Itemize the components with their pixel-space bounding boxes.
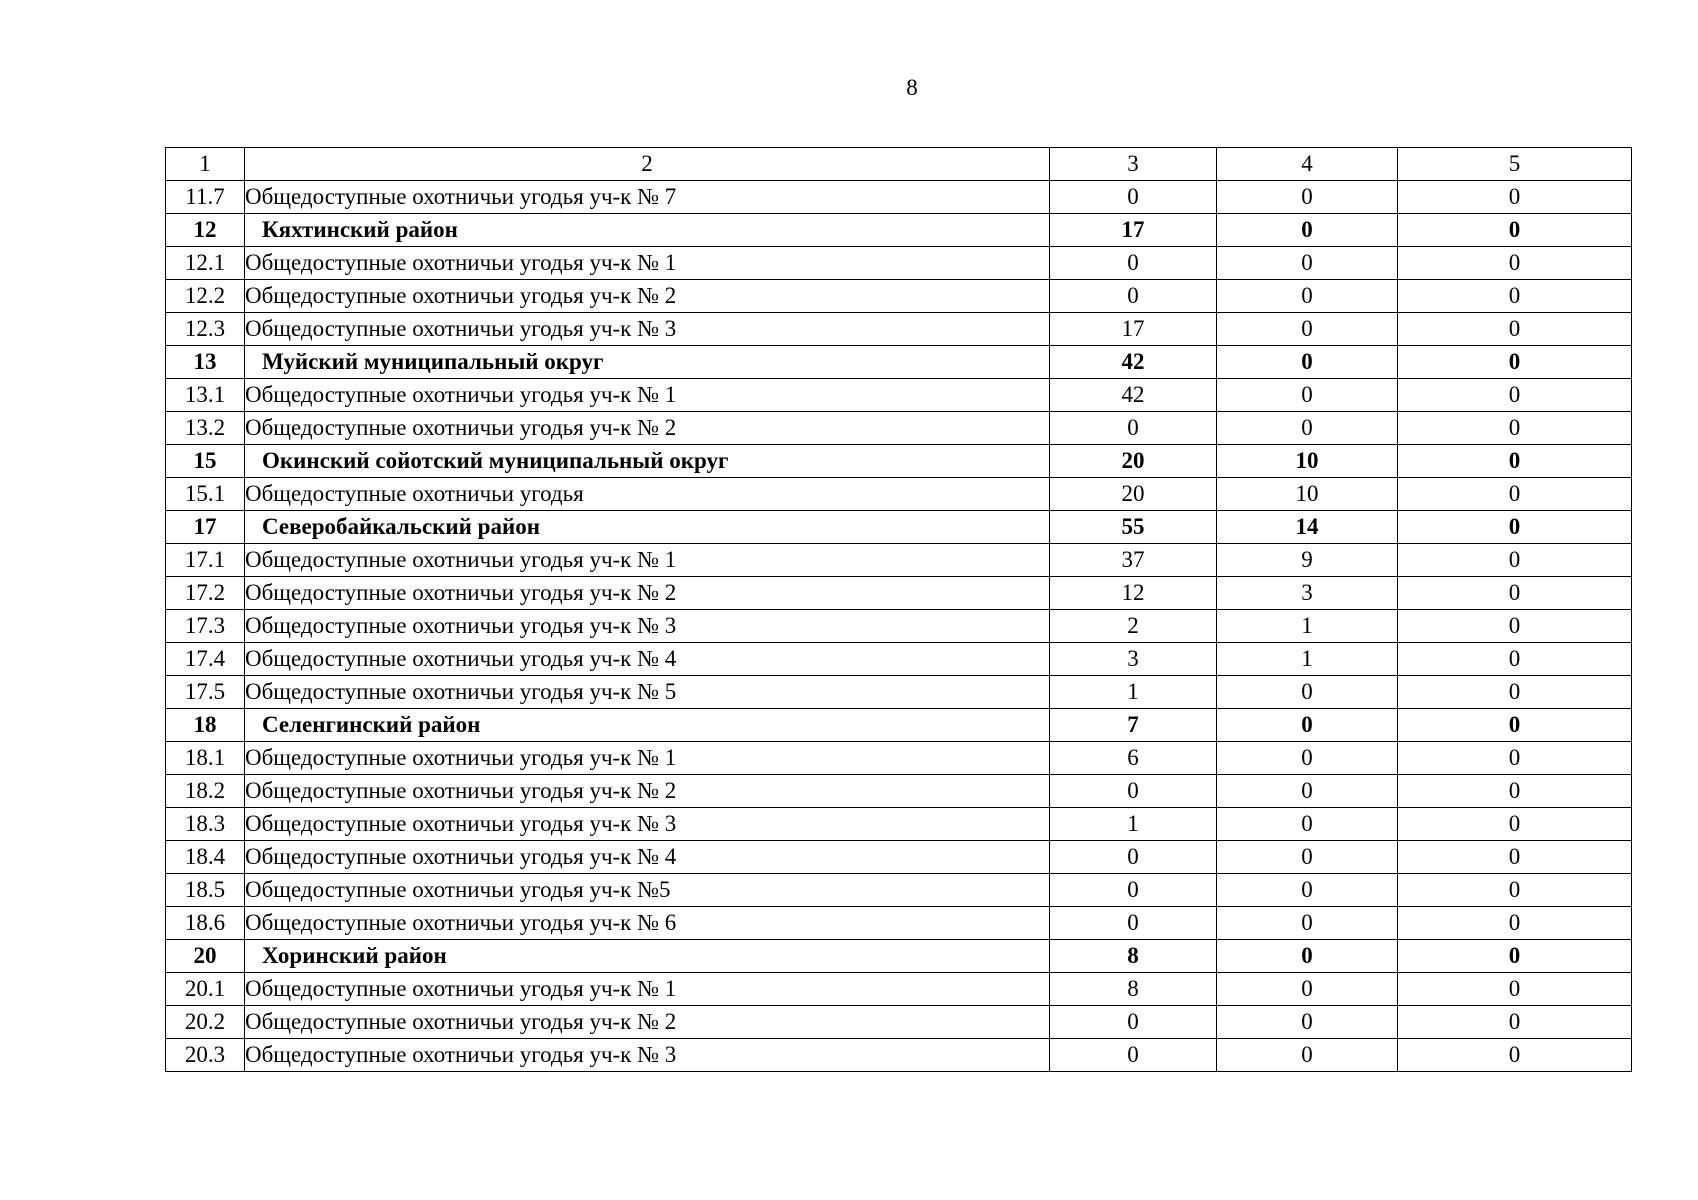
table-row [166,841,1632,874]
row-number-cell: 18.1 [166,742,245,775]
row-name-cell: Общедоступные охотничьи угодья уч-к № 2 [245,412,1050,445]
row-name-cell: Селенгинский район [245,709,1050,742]
row-col3-cell: 0 [1050,1039,1217,1072]
row-name-cell: Общедоступные охотничьи угодья уч-к № 1 [245,742,1050,775]
row-col3-cell: 8 [1050,940,1217,973]
table-row [166,478,1632,511]
row-number-cell: 13.1 [166,379,245,412]
row-col5-cell: 0 [1398,973,1632,1006]
row-col3-cell: 0 [1050,841,1217,874]
header-cell-5: 5 [1398,148,1632,181]
row-col5-cell: 0 [1398,808,1632,841]
row-name-cell: Общедоступные охотничьи угодья уч-к № 3 [245,610,1050,643]
row-name-cell: Общедоступные охотничьи угодья [245,478,1050,511]
row-name-cell: Общедоступные охотничьи угодья уч-к № 2 [245,775,1050,808]
row-col3-cell: 0 [1050,181,1217,214]
row-name-cell: Общедоступные охотничьи угодья уч-к № 1 [245,544,1050,577]
row-name-cell: Общедоступные охотничьи угодья уч-к № 1 [245,247,1050,280]
row-col5-cell: 0 [1398,1006,1632,1039]
row-col3-cell: 20 [1050,445,1217,478]
row-col3-cell: 20 [1050,478,1217,511]
row-number-cell: 18.4 [166,841,245,874]
table-row [166,247,1632,280]
row-col3-cell: 42 [1050,379,1217,412]
row-col5-cell: 0 [1398,280,1632,313]
row-name-cell: Общедоступные охотничьи угодья уч-к №5 [245,874,1050,907]
row-name-cell: Общедоступные охотничьи угодья уч-к № 7 [245,181,1050,214]
row-col3-cell: 0 [1050,775,1217,808]
table-row [166,412,1632,445]
row-col4-cell: 0 [1217,247,1398,280]
row-name-cell: Общедоступные охотничьи угодья уч-к № 1 [245,379,1050,412]
row-col4-cell: 0 [1217,1039,1398,1072]
row-col5-cell: 0 [1398,478,1632,511]
row-col5-cell: 0 [1398,742,1632,775]
table-row [166,379,1632,412]
row-col3-cell: 0 [1050,1006,1217,1039]
table-header-row [166,148,1632,181]
row-col4-cell: 0 [1217,907,1398,940]
row-col3-cell: 17 [1050,313,1217,346]
row-name-cell: Общедоступные охотничьи угодья уч-к № 2 [245,280,1050,313]
row-col5-cell: 0 [1398,874,1632,907]
row-col4-cell: 0 [1217,1006,1398,1039]
row-col4-cell: 1 [1217,643,1398,676]
row-name-cell: Общедоступные охотничьи угодья уч-к № 3 [245,808,1050,841]
row-name-cell: Общедоступные охотничьи угодья уч-к № 4 [245,643,1050,676]
row-col5-cell: 0 [1398,907,1632,940]
table-row [166,808,1632,841]
row-col3-cell: 7 [1050,709,1217,742]
row-name-cell: Общедоступные охотничьи угодья уч-к № 5 [245,676,1050,709]
row-number-cell: 18.6 [166,907,245,940]
table-row [166,181,1632,214]
row-number-cell: 12 [166,214,245,247]
table-row-district [166,709,1632,742]
row-col4-cell: 0 [1217,181,1398,214]
row-col5-cell: 0 [1398,775,1632,808]
row-col5-cell: 0 [1398,412,1632,445]
row-col5-cell: 0 [1398,577,1632,610]
row-col5-cell: 0 [1398,181,1632,214]
page-number: 8 [906,75,918,100]
row-name-cell: Северобайкальский район [245,511,1050,544]
row-col4-cell: 0 [1217,874,1398,907]
row-col4-cell: 10 [1217,445,1398,478]
header-cell-4: 4 [1217,148,1398,181]
row-name-cell: Муйский муниципальный округ [245,346,1050,379]
row-col4-cell: 0 [1217,214,1398,247]
header-cell-3: 3 [1050,148,1217,181]
row-col3-cell: 0 [1050,874,1217,907]
row-number-cell: 18.3 [166,808,245,841]
row-number-cell: 13 [166,346,245,379]
header-cell-2: 2 [245,148,1050,181]
row-col4-cell: 0 [1217,313,1398,346]
table-row [166,907,1632,940]
row-col4-cell: 3 [1217,577,1398,610]
row-col5-cell: 0 [1398,346,1632,379]
table-row [166,874,1632,907]
row-col4-cell: 0 [1217,808,1398,841]
header-cell-1: 1 [166,148,245,181]
table-row [166,313,1632,346]
row-number-cell: 20.2 [166,1006,245,1039]
table-row [166,643,1632,676]
table-row-district [166,511,1632,544]
table-row [166,610,1632,643]
row-number-cell: 17.4 [166,643,245,676]
row-number-cell: 12.3 [166,313,245,346]
row-col5-cell: 0 [1398,841,1632,874]
row-name-cell: Общедоступные охотничьи угодья уч-к № 2 [245,577,1050,610]
row-col4-cell: 10 [1217,478,1398,511]
row-col5-cell: 0 [1398,445,1632,478]
row-number-cell: 15 [166,445,245,478]
row-col3-cell: 3 [1050,643,1217,676]
row-col5-cell: 0 [1398,610,1632,643]
table-row [166,280,1632,313]
row-col4-cell: 0 [1217,676,1398,709]
row-name-cell: Общедоступные охотничьи угодья уч-к № 4 [245,841,1050,874]
row-col3-cell: 0 [1050,907,1217,940]
row-col5-cell: 0 [1398,940,1632,973]
row-col3-cell: 1 [1050,676,1217,709]
row-col4-cell: 0 [1217,742,1398,775]
row-col4-cell: 14 [1217,511,1398,544]
row-number-cell: 20.3 [166,1039,245,1072]
row-col4-cell: 0 [1217,973,1398,1006]
row-col4-cell: 0 [1217,280,1398,313]
row-col3-cell: 6 [1050,742,1217,775]
row-number-cell: 12.1 [166,247,245,280]
row-col3-cell: 17 [1050,214,1217,247]
row-col5-cell: 0 [1398,544,1632,577]
row-number-cell: 13.2 [166,412,245,445]
table-row [166,544,1632,577]
row-name-cell: Общедоступные охотничьи угодья уч-к № 3 [245,1039,1050,1072]
row-col3-cell: 8 [1050,973,1217,1006]
table-row-district [166,346,1632,379]
row-number-cell: 17.1 [166,544,245,577]
table-row [166,676,1632,709]
table-row [166,775,1632,808]
row-col3-cell: 12 [1050,577,1217,610]
table-row-district [166,940,1632,973]
row-name-cell: Общедоступные охотничьи угодья уч-к № 2 [245,1006,1050,1039]
row-col5-cell: 0 [1398,709,1632,742]
table-row [166,577,1632,610]
table-row-district [166,214,1632,247]
row-col4-cell: 0 [1217,841,1398,874]
row-col5-cell: 0 [1398,214,1632,247]
row-col4-cell: 0 [1217,709,1398,742]
row-col3-cell: 42 [1050,346,1217,379]
row-col5-cell: 0 [1398,676,1632,709]
row-col5-cell: 0 [1398,313,1632,346]
table-row-district [166,445,1632,478]
row-col3-cell: 1 [1050,808,1217,841]
row-number-cell: 18 [166,709,245,742]
row-col3-cell: 0 [1050,280,1217,313]
row-col5-cell: 0 [1398,1039,1632,1072]
row-number-cell: 18.5 [166,874,245,907]
row-name-cell: Окинский сойотский муниципальный округ [245,445,1050,478]
row-col3-cell: 0 [1050,412,1217,445]
row-number-cell: 17 [166,511,245,544]
row-col3-cell: 0 [1050,247,1217,280]
row-col3-cell: 2 [1050,610,1217,643]
table-row [166,742,1632,775]
row-number-cell: 12.2 [166,280,245,313]
row-name-cell: Общедоступные охотничьи угодья уч-к № 1 [245,973,1050,1006]
row-col4-cell: 1 [1217,610,1398,643]
row-name-cell: Хоринский район [245,940,1050,973]
row-number-cell: 20.1 [166,973,245,1006]
table-body [166,148,1632,1072]
row-name-cell: Общедоступные охотничьи угодья уч-к № 6 [245,907,1050,940]
row-number-cell: 20 [166,940,245,973]
table-row [166,1006,1632,1039]
row-col3-cell: 55 [1050,511,1217,544]
row-col4-cell: 9 [1217,544,1398,577]
row-number-cell: 17.3 [166,610,245,643]
row-col3-cell: 37 [1050,544,1217,577]
row-col4-cell: 0 [1217,940,1398,973]
row-col4-cell: 0 [1217,412,1398,445]
row-number-cell: 15.1 [166,478,245,511]
row-name-cell: Общедоступные охотничьи угодья уч-к № 3 [245,313,1050,346]
row-col4-cell: 0 [1217,775,1398,808]
table-row [166,1039,1632,1072]
row-col4-cell: 0 [1217,379,1398,412]
table-row [166,973,1632,1006]
row-col5-cell: 0 [1398,247,1632,280]
row-col5-cell: 0 [1398,643,1632,676]
data-table [165,147,1632,1072]
row-col4-cell: 0 [1217,346,1398,379]
row-number-cell: 18.2 [166,775,245,808]
row-col5-cell: 0 [1398,379,1632,412]
row-number-cell: 11.7 [166,181,245,214]
row-col5-cell: 0 [1398,511,1632,544]
row-name-cell: Кяхтинский район [245,214,1050,247]
row-number-cell: 17.2 [166,577,245,610]
row-number-cell: 17.5 [166,676,245,709]
